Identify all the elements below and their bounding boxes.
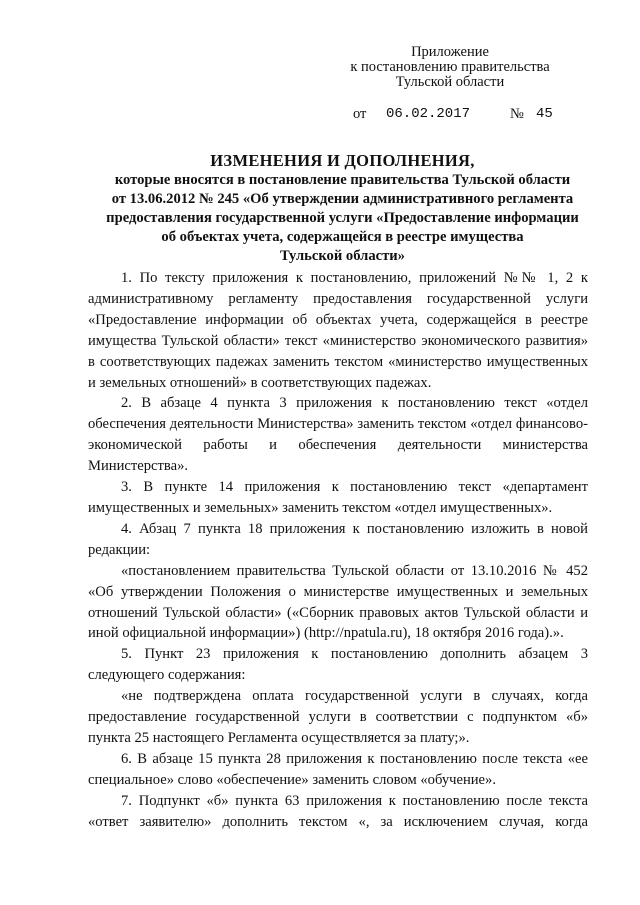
heading-line: Тульской области» [280, 248, 405, 264]
heading-line: предоставления государственной услуги «Предоставление информации [106, 210, 579, 226]
appendix-block [340, 45, 560, 90]
paragraph-7: 7. Подпункт «б» пункта 63 приложения к постановлению после текста «ответ заявителю» дополнить текстом «, за исключением случая, когда [88, 792, 588, 830]
heading-title: ИЗМЕНЕНИЯ И ДОПОЛНЕНИЯ, [210, 151, 475, 170]
reference-prefix: от [353, 106, 367, 122]
paragraph-4: 4. Абзац 7 пункта 18 приложения к постановлению изложить в новой редакции: [88, 520, 588, 558]
heading-line: об объектах учета, содержащейся в реестре имущества [161, 229, 524, 245]
paragraph-2: 2. В абзаце 4 пункта 3 приложения к постановлению текст «отдел обеспечения деятельности Министерства» заменить текстом «отдел финансово-экономической работы и обеспечения деятельности министерства Министерства». [88, 395, 588, 475]
appendix-line-2: к постановлению правительства [350, 59, 550, 75]
heading-line: от 13.06.2012 № 245 «Об утверждении административного регламента [111, 191, 574, 207]
appendix-line-1: Приложение [411, 44, 489, 60]
paragraph-5-quote: «не подтверждена оплата государственной услуги в случаях, когда предоставление государственной услуги в соответствии с подпунктом «б» пункта 25 настоящего Регламента осуществляется за плату;». [88, 688, 588, 746]
paragraph-6: 6. В абзаце 15 пункта 28 приложения к постановлению после текста «ее специальное» слово «обеспечение» заменить словом «обучение». [88, 750, 588, 788]
heading-line: которые вносятся в постановление правительства Тульской области [114, 172, 571, 188]
reference-number: 45 [536, 106, 553, 122]
document-body [88, 268, 588, 832]
reference-date: 06.02.2017 [386, 106, 471, 122]
paragraph-3: 3. В пункте 14 приложения к постановлению текст «департамент имущественных и земельных» заменить текстом «отдел имущественных». [88, 479, 588, 516]
document-heading [85, 150, 600, 266]
paragraph-4-quote: «постановлением правительства Тульской области от 13.10.2016 № 452 «Об утверждении Положения о министерстве имущественных и земельных отношений Тульской области» («Сборник правовых актов Тульской области и иной официальной информации») (http://npatula.ru), 18 октября 2016 года).». [88, 562, 588, 642]
reference-number-sign: № [510, 106, 524, 122]
appendix-line-3: Тульской области [395, 74, 505, 90]
paragraph-5: 5. Пункт 23 приложения к постановлению дополнить абзацем 3 следующего содержания: [88, 646, 588, 684]
paragraph-1: 1. По тексту приложения к постановлению, приложений №№ 1, 2 к административному регламенту предоставления государственной услуги «Предоставление информации об объектах учета, содержащейся в реестре имущества Тульской области» текст «министерство экономического развития» в соответствующих падежах заменить текстом «министерство имущественных и земельных отношений» в соответствующих падежах. [88, 270, 588, 391]
